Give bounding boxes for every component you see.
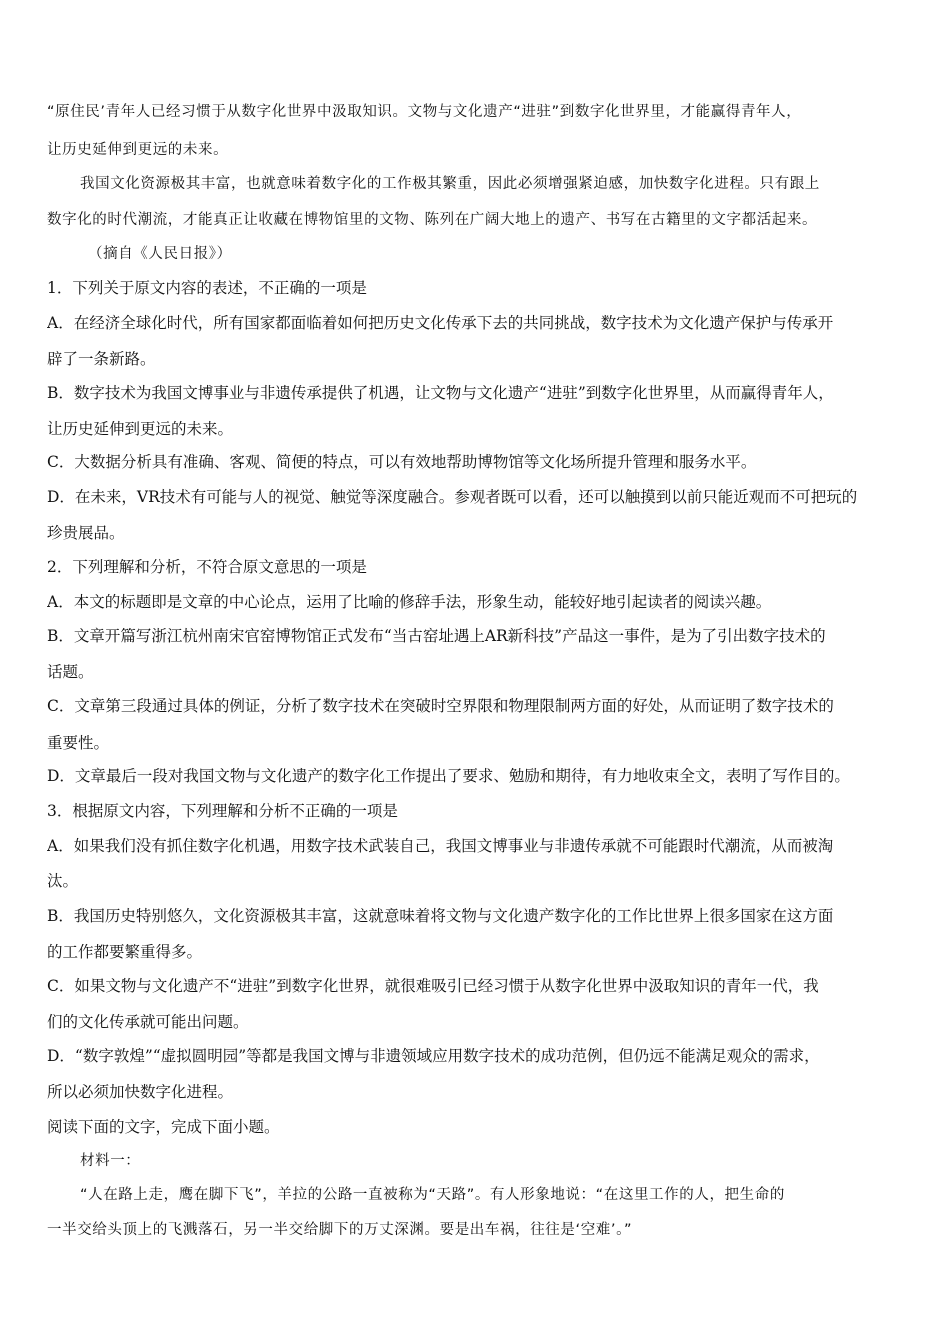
option-c: C．文章第三段通过具体的例证，分析了数字技术在突破时空界限和物理限制两方面的好处，从而证明了数字技术的 — [47, 697, 834, 715]
section-instruction: 阅读下面的文字，完成下面小题。 — [47, 1118, 280, 1136]
option-a-cont: 汰。 — [47, 872, 79, 890]
source-citation: （摘自《人民日报》） — [88, 246, 232, 262]
option-d-cont: 珍贵展品。 — [47, 524, 125, 542]
option-c: C．如果文物与文化遗产不“进驻”到数字化世界，就很难吸引已经习惯于从数字化世界中汲取知识的青年一代，我 — [47, 977, 819, 995]
question-stem: 1．下列关于原文内容的表述，不正确的一项是 — [47, 279, 367, 297]
option-d: D．“数字敦煌”“虚拟圆明园”等都是我国文博与非遗领域应用数字技术的成功范例，但仍远不能满足观众的需求， — [47, 1047, 820, 1065]
material-label: 材料一： — [80, 1153, 141, 1169]
option-b: B．文章开篇写浙江杭州南宋官窑博物馆正式发布“当古窑址遇上AR新科技”产品这一事件，是为了引出数字技术的 — [47, 627, 826, 645]
passage-text: 我国文化资源极其丰富，也就意味着数字化的工作极其繁重，因此必须增强紧迫感，加快数字化进程。只有跟上 — [80, 176, 820, 192]
option-a-cont: 辟了一条新路。 — [47, 350, 156, 368]
option-c: C．大数据分析具有准确、客观、简便的特点，可以有效地帮助博物馆等文化场所提升管理和服务水平。 — [47, 453, 757, 471]
option-a: A．如果我们没有抓住数字化机遇，用数字技术武装自己，我国文博事业与非遗传承就不可能跟时代潮流，从而被淘 — [47, 837, 834, 855]
option-c-cont: 重要性。 — [47, 734, 110, 752]
option-b-cont: 话题。 — [47, 663, 94, 681]
option-b: B．我国历史特别悠久，文化资源极其丰富，这就意味着将文物与文化遗产数字化的工作比世界上很多国家在这方面 — [47, 907, 834, 925]
material-text: “人在路上走，鹰在脚下飞”，羊拉的公路一直被称为“天路”。有人形象地说：“在这里工作的人，把生命的 — [80, 1187, 785, 1203]
option-d: D．文章最后一段对我国文物与文化遗产的数字化工作提出了要求、勉励和期待，有力地收束全文，表明了写作目的。 — [47, 767, 850, 785]
option-c-cont: 们的文化传承就可能出问题。 — [47, 1013, 249, 1031]
material-text: 一半交给头顶上的飞溅落石，另一半交给脚下的万丈深渊。要是出车祸，往往是‘空难’。” — [47, 1222, 633, 1238]
option-b-cont: 的工作都要繁重得多。 — [47, 943, 203, 961]
question-stem: 2．下列理解和分析，不符合原文意思的一项是 — [47, 558, 367, 576]
option-b: B．数字技术为我国文博事业与非遗传承提供了机遇，让文物与文化遗产“进驻”到数字化世界里，从而赢得青年人， — [47, 384, 834, 402]
option-d-cont: 所以必须加快数字化进程。 — [47, 1083, 234, 1101]
passage-text: “原住民’青年人已经习惯于从数字化世界中汲取知识。文物与文化遗产“进驻”到数字化世界里，才能赢得青年人， — [47, 104, 802, 120]
option-b-cont: 让历史延伸到更远的未来。 — [47, 420, 234, 438]
option-a: A．本文的标题即是文章的中心论点，运用了比喻的修辞手法，形象生动，能较好地引起读者的阅读兴趣。 — [47, 593, 772, 611]
passage-text: 数字化的时代潮流，才能真正让收藏在博物馆里的文物、陈列在广阔大地上的遗产、书写在古籍里的文字都活起来。 — [47, 212, 818, 228]
option-d: D．在未来，VR技术有可能与人的视觉、触觉等深度融合。参观者既可以看，还可以触摸到以前只能近观而不可把玩的 — [47, 488, 858, 506]
passage-text: 让历史延伸到更远的未来。 — [47, 142, 229, 158]
question-stem: 3．根据原文内容，下列理解和分析不正确的一项是 — [47, 802, 398, 820]
option-a: A．在经济全球化时代，所有国家都面临着如何把历史文化传承下去的共同挑战，数字技术为文化遗产保护与传承开 — [47, 314, 834, 332]
